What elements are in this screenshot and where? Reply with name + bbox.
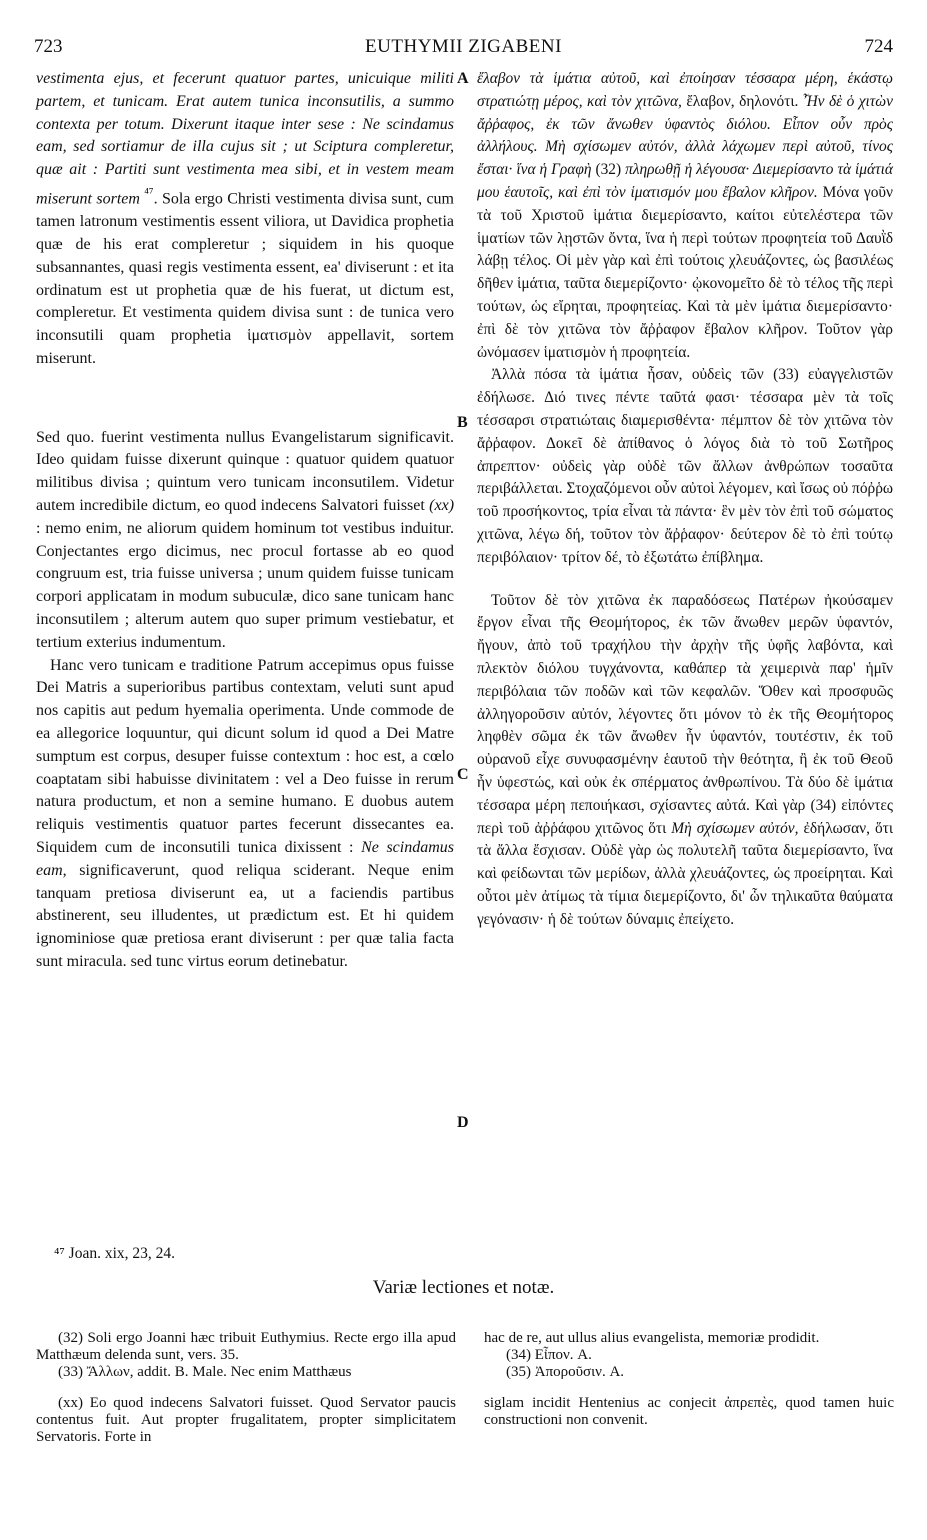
greek-p1-rest: Μόνα γοῦν τὰ τοῦ Χριστοῦ ἱμάτια διεμερίσαντο, καίτοι εὐτελέστερα τῶν ἱματίων τῶν λῃστῶν ὄντα, ἵνα ἡ περὶ τούτων προφητεία τοῦ Δαυῒδ λάβῃ τέλος. Οἱ μὲν γὰρ καὶ ἐπὶ τούτοις χλευάζοντες, ὡς βασιλέως δῆθεν ἱμάτια, ταῦτα διεμερίζοντο· ᾠκονομεῖτο δὲ τὸ τέλος τῆς περὶ τούτων, ὡς εἴρηται, προφητείας. Καὶ τὰ μὲν ἱμάτια διεμερίσαντο· ἐπὶ δὲ τὸν χιτῶνα τὸν ἄῤῥαφον ἔβαλον κλῆρον. Τοῦτον γὰρ ὠνόμασεν ἱματισμὸν ἡ προφητεία. (477, 183, 894, 361)
page-number-right: 724 (864, 36, 893, 57)
notes-left-column (36, 1330, 456, 1446)
note-xx-continued: siglam incidit Hentenius ac conjecit ἀπρεπὲς, quod tamen huic constructioni non convenit. (484, 1395, 894, 1428)
marker-d: D (457, 1114, 469, 1131)
note-xx-a: Quod Servator paucis contentus fuit. Aut (36, 1395, 457, 1428)
note-ref-32: (32) (595, 161, 622, 179)
greek-p1-italic: ἔλαβον τὰ ἱμάτια αὐτοῦ, καὶ ἐποίησαν τέσσαρα μέρη, ἑκάστῳ στρατιώτῃ μέρος, καὶ τὸν χιτῶνα, (477, 70, 893, 110)
note-35: (35) Ἀποροῦσιν. A. (506, 1364, 625, 1380)
greek-p1-plain: ἔλαβον, δηλονότι. (686, 92, 799, 110)
note-xx (36, 1395, 456, 1446)
latin-paragraph-3 (36, 655, 454, 974)
note-32: (32) Soli ergo Joanni hæc tribuit Euthymius. Recte ergo illa apud Matthæum delenda sunt, vers. 35. (36, 1330, 456, 1363)
latin-paragraph-1 (36, 68, 454, 371)
page-header (34, 36, 893, 62)
note-ref-34: (34) (810, 796, 837, 814)
page-number-left: 723 (34, 36, 63, 57)
latin-p2-a: Sed quo. fuerint vestimenta nullus Evangelistarum significavit. Ideo quidam fuisse dixerunt quinque : quatuor quidem quatuor militibus divisa ; quintum vero tunicam inconsutilem. Videtur autem incredibile dictum, eo quod indecens Salvatori fuisset (36, 428, 454, 515)
latin-p3-b: significaverunt, quod reliqua sciderant. Neque enim tanquam pretiosa diviserunt ea, ut a faciendis partibus abstinerent, seu illudentes, ut prædictum est. Et hi quidem ignominiose quæ pretiosa erant diviserunt : per quæ talia facta sunt miracula. sed tunc virtus eorum detinebatur. (36, 861, 455, 971)
note-33: (33) Ἄλλων, addit. B. Male. Nec enim Matthæus (58, 1364, 352, 1380)
note-xx-italic: propter frugalitatem, propter simplicitatem Servatoris. (36, 1412, 457, 1445)
notes-right-column (484, 1330, 894, 1429)
greek-p2-b: εὐαγγελιστῶν ἐδήλωσε. Διό τινες πέντε ταῦτά φασι· τέσσαρα μὲν τὰ τοῖς τέσσαρσι στρατιώταις διαμερισθέντα· πέμπτον δὲ τὸν χιτῶνα τὸν ἄῤῥαφον. Δοκεῖ δὲ ἀπίθανος ὁ λόγος διὰ τὸ τοῦ Σωτῆρος ἀπρεπτον· οὐδεὶς γὰρ οὐδὲ τῶν ἄλλων ἀνθρώπων τοσαῦτα περιβάλλεται. Στοχαζόμενοι οὖν αὐτοὶ λέγομεν, καὶ ἴσως οὐ πόῤῥω τοῦ προσήκοντος, τρία εἶναι τὰ πάντα· ἓν μὲν τὸν ἐπὶ τοῦ σώματος χιτῶνα, λέγω δή, τοῦτον τὸν ἄῤῥαφον· δεύτερον δὲ τὸ ἐπὶ τούτῳ περιβόλαιον· τρίτον δέ, τὸ ἐξωτάτω ἐπίβλημα. (477, 366, 893, 566)
marker-a: A (457, 70, 469, 87)
greek-p3-b: εἰπόντες περὶ τοῦ ἀῤῥάφου χιτῶνος ὅτι (477, 796, 893, 837)
note-xx-lemma: (xx) Eo quod indecens Salvatori fuisset. (58, 1395, 314, 1411)
greek-p3-a: Τοῦτον δὲ τὸν χιτῶνα ἐκ παραδόσεως Πατέρων ἠκούσαμεν ἔργον εἶναι τῆς Θεομήτορος, ἐκ τῶν ἄνωθεν μερῶν ὑφαντόν, ἤγουν, ἀπὸ τοῦ τραχήλου τὴν ἀρχὴν τῆς ὑφῆς λαβόντα, καὶ πλεκτὸν διόλου τυγχάνοντα, καθάπερ τὰ χειμερινὰ παρ' ἡμῖν περιβόλαια τῶν ποδῶν καὶ τῶν κεφαλῶν. Ὅθεν καὶ προσφυῶς ἀλληγοροῦσιν αὐτόν, λέγοντες ὅτι μόνον τὸ ἐκ τῆς Θεομήτορος ληφθὲν σῶμα ἐκ τῶν ἄνωθεν ἦν ὑφαντόν, τουτέστιν, ἐκ τοῦ οὐρανοῦ εἶχε συνυφασμένην ἑαυτοῦ τὴν θεότητα, ἢ ἐκ τοῦ Θεοῦ ἦν ὑφεστώς, καὶ οὐκ ἐκ σπέρματος ἀνθρωπίνου. Τὰ δύο δὲ ἱμάτια τέσσαρα μέρη πεποιήκασι, σχίσαντες αὐτά. Καὶ γὰρ (477, 591, 893, 814)
note-ref-33: (33) (773, 366, 799, 384)
latin-p3-a: Hanc vero tunicam e traditione Patrum accepimus opus fuisse Dei Matris a superioribus partibus contextam, veluti sunt apud nos capitis aut pedum hyemalia operimenta. Unde commode de ea allegorice loquuntur, qui dicunt solum id quod a Dei Matre sumptum est corpus, desuper fuisse contextum : hoc est, a cœlo coaptatam sibi habuisse divinitatem : vel a Deo fuisse in rerum natura productum, et non a semine humano. E duobus autem reliquis vestimentis quatuor partes fecerunt dissecantes ea. Siquidem cum de inconsutili tunica dixissent : (36, 656, 454, 857)
greek-p3-c: ἐδήλωσαν, ὅτι τὰ ἄλλα ἔσχισαν. Οὐδὲ γὰρ ὡς πολυτελῆ ταῦτα διεμερίσαντο, ἵνα καὶ φείδωνται τῶν μερίδων, ἀλλὰ χλευάζοντες, ὡς προείρηται. Καὶ οὗτοι μὲν ἀτίμως τὰ τίμια διεμερίζοντο, δι' ὧν τηλικαῦτα θαύματα γεγόνασιν· ἡ δὲ τούτων δύναμις ἐπείχετο. (477, 819, 893, 928)
latin-p1-rest: . Sola ergo Christi vestimenta divisa sunt, cum tamen latronum vestimentis essent viliora, ut Davidica prophetia quæ de his erat compleretur ; siquidem in his quoque subsannantes, quasi regis vestimenta essent, ea' diviserunt : et ita ordinatum est ut prophetia quæ de his fuerat, ut dictum est, compleretur. Et vestimenta quidem divisa sunt : de tunica vero inconsutili quam prophetia ἱματισμὸν appellavit, sortem miserunt. (36, 190, 454, 367)
note-ref-xx: (xx) (429, 497, 455, 515)
note-34: (34) Εἶπον. A. (506, 1347, 592, 1363)
marker-c: C (457, 766, 469, 783)
latin-column (36, 68, 454, 974)
greek-p1-italic-3: πληρωθῇ ἡ λέγουσα· Διεμερίσαντο τὰ ἱμάτιά μου ἑαυτοῖς, καὶ ἐπὶ τὸν ἱματισμόν μου ἔβαλον κλῆρον. (477, 161, 893, 201)
note-33-continued: hac de re, aut ullus alius evangelista, memoriæ prodidit. (484, 1330, 820, 1346)
note-xx-b: Forte in (104, 1429, 152, 1445)
greek-paragraph-3 (477, 590, 893, 932)
footnote-ref-47: ⁴⁷ (144, 184, 154, 200)
greek-p2-a: Ἀλλὰ πόσα τὰ ἱμάτια ἦσαν, οὐδεὶς τῶν (491, 366, 764, 384)
greek-p1-italic-2: Ἦν δὲ ὁ χιτὼν ἄῤῥαφος, ἐκ τῶν ἄνωθεν ὑφαντὸς διόλου. Εἶπον οὖν πρὸς ἀλλήλους. Μὴ σχίσωμεν αὐτόν, ἀλλὰ λάχωμεν περὶ αὐτοῦ, τίνος ἔσται· ἵνα ἡ Γραφὴ (477, 92, 893, 179)
footnote-47: ⁴⁷ Joan. xix, 23, 24. (54, 1245, 176, 1262)
latin-p2-b: : nemo enim, ne aliorum quidem hominum tot vestibus induitur. Conjectantes ergo dicimus, nec procul fortasse ab eo quod congruum est, tria fuisse universa ; unum quidem fuisse tunicam corpori applicatam in modum subuculæ, dico sane tunicam hanc inconsutilem ; alterum autem quo super primum vestiebatur, et tertium exterius indumentum. (36, 519, 454, 651)
latin-p1-italic: vestimenta ejus, et fecerunt quatuor partes, unicuique militi partem, et tunicam. Erat autem tunica inconsutilis, a summo contexta per totum. Dixerunt itaque inter sese : Ne scindamus eam, sed sortiamur de illa cujus sit ; ut Sciptura compleretur, quæ ait : Partiti sunt vestimenta mea sibi, et in vestem meam miserunt sortem (36, 70, 454, 208)
greek-p3-italic: Μὴ σχίσωμεν αὐτόν, (671, 819, 799, 837)
greek-paragraph-2 (477, 364, 893, 569)
variae-lectiones-title: Variæ lectiones et notæ. (372, 1277, 555, 1298)
latin-p3-italic: Ne scindamus eam, (36, 839, 455, 879)
latin-paragraph-2 (36, 427, 454, 655)
marker-b: B (457, 414, 468, 431)
greek-paragraph-1 (477, 68, 893, 364)
running-title: EUTHYMII ZIGABENI (365, 36, 562, 57)
greek-column (477, 68, 893, 931)
